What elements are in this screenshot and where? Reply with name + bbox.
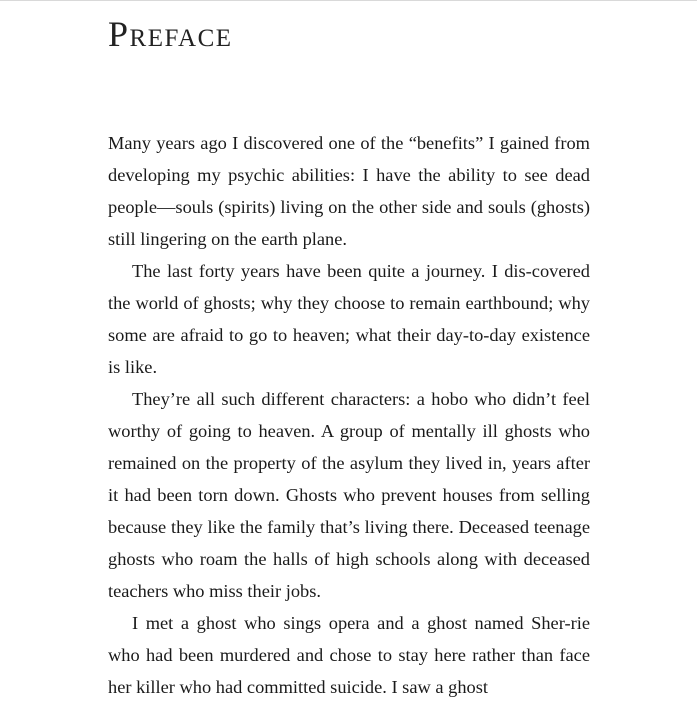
paragraph-3: They’re all such different characters: a hobo who didn’t feel worthy of going to heaven. A group of mentally ill ghosts who remained on the property of the asylum they lived in, years after it had been torn down. Ghosts who prevent houses from selling because they like the family that’s living there. Deceased teenage ghosts who roam the halls of high schools along with deceased teachers who miss their jobs. xyxy=(108,389,590,601)
paragraph-4: I met a ghost who sings opera and a ghost named Sher-rie who had been murdered and chose to stay here rather than face her killer who had committed suicide. I saw a ghost xyxy=(108,613,590,697)
chapter-title: Preface xyxy=(108,14,233,54)
chapter-body xyxy=(108,127,590,703)
paragraph-1: Many years ago I discovered one of the “benefits” I gained from developing my psychic abilities: I have the ability to see dead people—souls (spirits) living on the other side and souls (ghosts) still lingering on the earth plane. xyxy=(108,133,590,249)
paragraph-2: The last forty years have been quite a journey. I dis-covered the world of ghosts; why they choose to remain earthbound; why some are afraid to go to heaven; what their day-to-day existence is like. xyxy=(108,261,590,377)
book-page xyxy=(108,0,590,703)
